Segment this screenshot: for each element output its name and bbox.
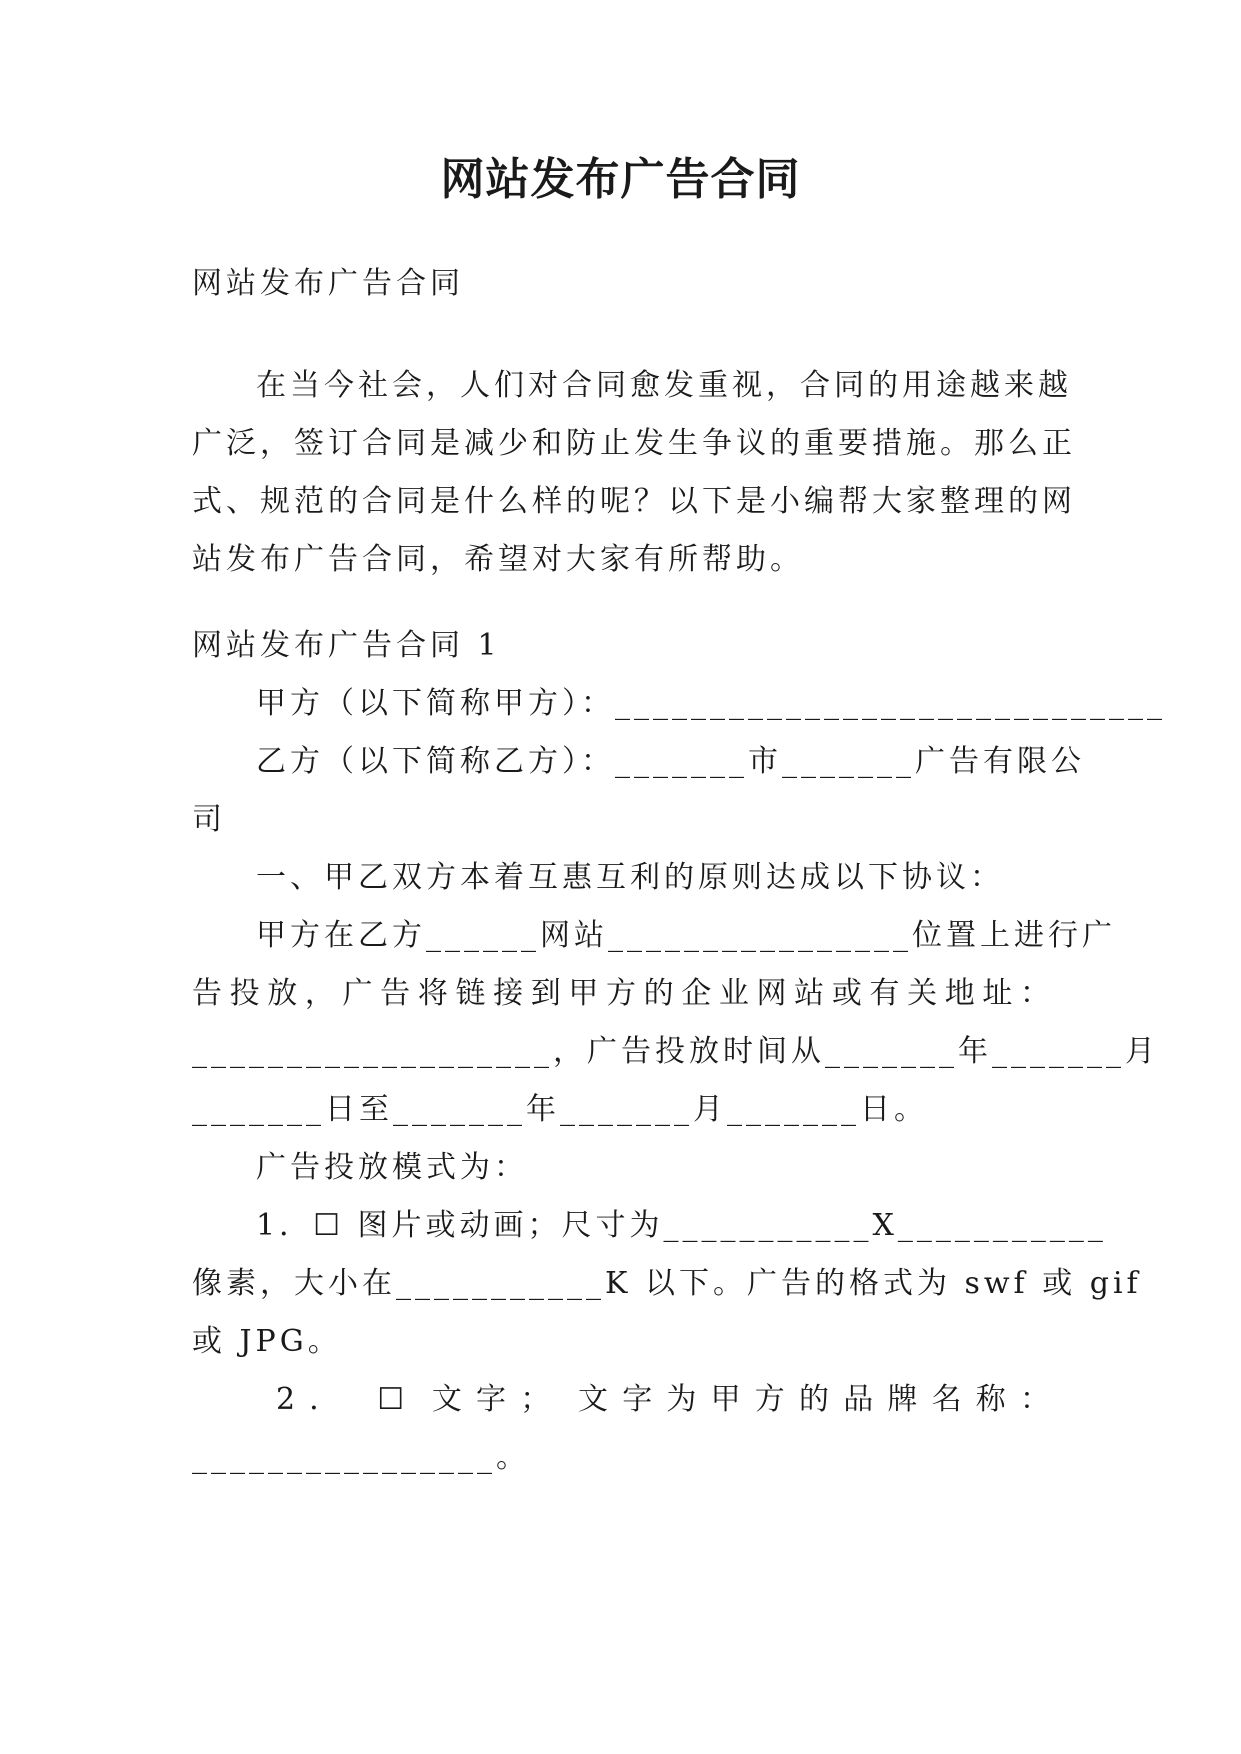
intro-paragraph (192, 357, 1076, 589)
party-b-line-continued: 司 (192, 802, 226, 837)
section-title: 网站发布广告合同 1 (192, 628, 501, 663)
intro-line: 式、规范的合同是什么样的呢？以下是小编帮大家整理的网 (192, 484, 1076, 519)
intro-line: 在当今社会，人们对合同愈发重视，合同的用途越来越 (256, 368, 1072, 403)
option-two-line: ________________。 (192, 1440, 530, 1475)
intro-line: 站发布广告合同，希望对大家有所帮助。 (192, 542, 804, 577)
party-a-line: 甲方（以下简称甲方）：_____________________________ (256, 686, 1166, 721)
intro-line: 广泛，签订合同是减少和防止发生争议的重要措施。那么正 (192, 426, 1076, 461)
placement-line: 甲方在乙方______网站________________位置上进行广 (256, 918, 1116, 953)
placement-line: 告投放，广告将链接到甲方的企业网站或有关地址： (192, 976, 1054, 1011)
placement-line: ___________________，广告投放时间从_______年_______月 (192, 1034, 1159, 1069)
option-one-line: 1．☐ 图片或动画；尺寸为___________X___________ (256, 1208, 1107, 1243)
party-b-line: 乙方（以下简称乙方）：_______市_______广告有限公 (256, 744, 1085, 779)
document-subtitle-block (192, 255, 1054, 313)
mode-title: 广告投放模式为： (256, 1150, 528, 1185)
placement-line: _______日至_______年_______月_______日。 (192, 1092, 928, 1127)
clause-one: 一、甲乙双方本着互惠互利的原则达成以下协议： (256, 860, 1004, 895)
option-one-line: 或 JPG。 (192, 1324, 342, 1359)
option-one-line: 像素，大小在___________K 以下。广告的格式为 swf 或 gif (192, 1266, 1142, 1301)
document-subtitle: 网站发布广告合同 (192, 266, 464, 301)
option-two-line: 2． ☐ 文字； 文字为甲方的品牌名称： (276, 1382, 1054, 1417)
document-title: 网站发布广告合同 (440, 154, 801, 205)
contract-body (192, 617, 1166, 1487)
